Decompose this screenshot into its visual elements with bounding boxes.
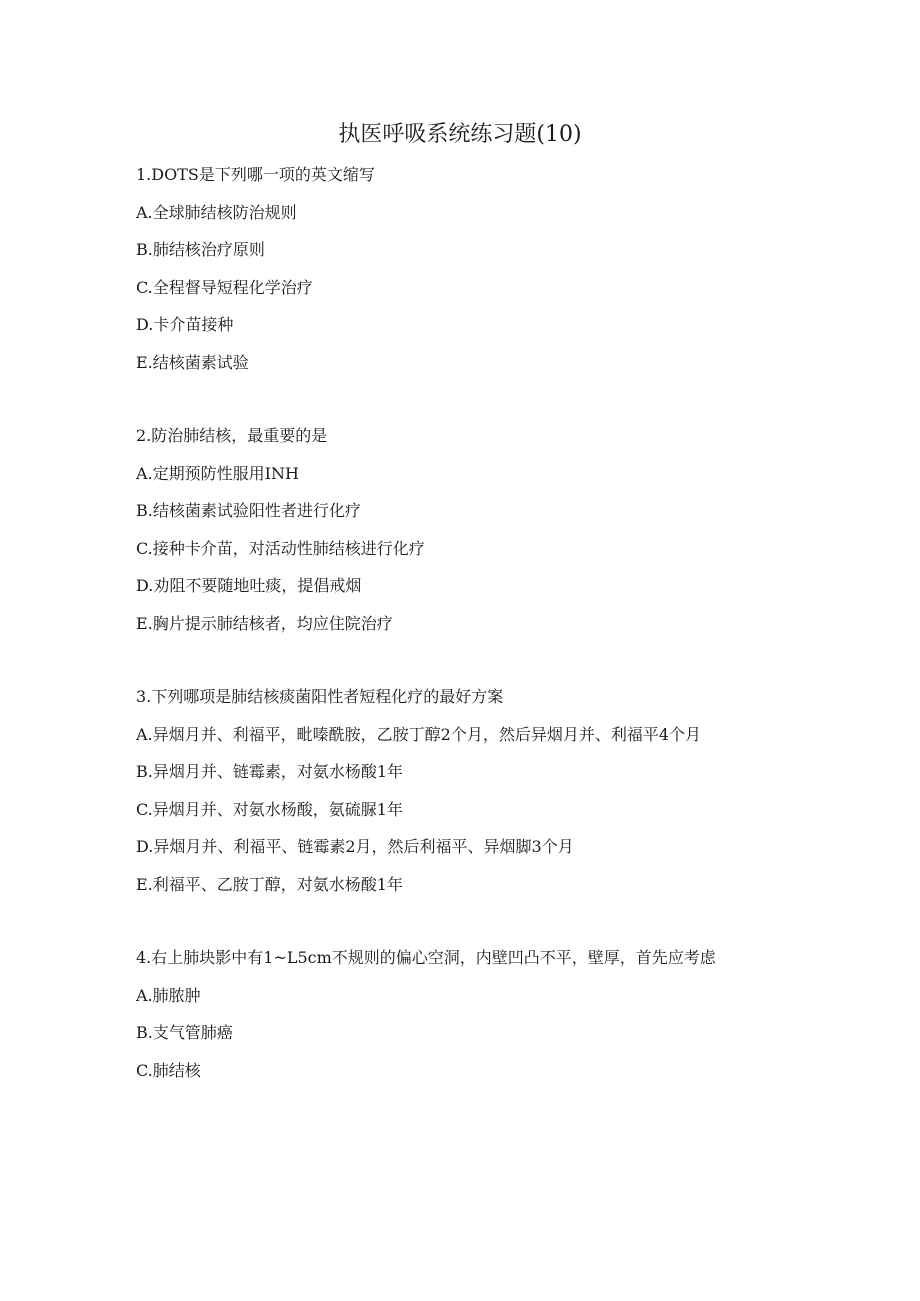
page-title: 执医呼吸系统练习题(10) (338, 122, 582, 147)
option-b: B.肺结核治疗原则 (136, 240, 265, 259)
option-e: E.结核菌素试验 (136, 352, 249, 372)
question-4 (136, 939, 786, 1089)
option-d: D.劝阻不要随地吐痰，提倡戒烟 (136, 576, 362, 595)
option-c: C.异烟月并、对氨水杨酸，氨硫脲1年 (136, 799, 403, 819)
option-b: B.异烟月并、链霉素，对氨水杨酸1年 (136, 762, 404, 781)
option-c: C.接种卡介苗，对活动性肺结核进行化疗 (136, 538, 425, 558)
option-c: C.全程督导短程化学治疗 (136, 277, 313, 297)
option-a: A.异烟月并、利福平，毗嗪酰胺，乙胺丁醇2个月，然后异烟月并、利福平4个月 (136, 724, 702, 744)
option-a: A.定期预防性服用INH (136, 463, 299, 483)
question-stem: 1.DOTS是下列哪一项的英文缩写 (136, 165, 375, 184)
option-d: D.异烟月并、利福平、链霉素2月，然后利福平、异烟脚3个月 (136, 837, 574, 856)
option-a: A.全球肺结核防治规则 (136, 202, 297, 222)
option-a: A.肺脓肿 (136, 985, 201, 1005)
question-stem: 3.下列哪项是肺结核痰菌阳性者短程化疗的最好方案 (136, 687, 504, 706)
question-list (136, 156, 786, 1125)
question-3 (136, 678, 786, 903)
option-e: E.利福平、乙胺丁醇，对氨水杨酸1年 (136, 874, 403, 894)
question-2 (136, 417, 786, 642)
question-1 (136, 156, 786, 381)
option-e: E.胸片提示肺结核者，均应住院治疗 (136, 613, 393, 633)
option-b: B.支气管肺癌 (136, 1023, 233, 1042)
question-stem: 2.防治肺结核，最重要的是 (136, 426, 328, 445)
option-b: B.结核菌素试验阳性者进行化疗 (136, 501, 361, 520)
question-stem: 4.右上肺块影中有1~L5cm不规则的偏心空洞，内壁凹凸不平，壁厚，首先应考虑 (136, 948, 716, 967)
option-d: D.卡介苗接种 (136, 315, 234, 334)
option-c: C.肺结核 (136, 1060, 201, 1080)
